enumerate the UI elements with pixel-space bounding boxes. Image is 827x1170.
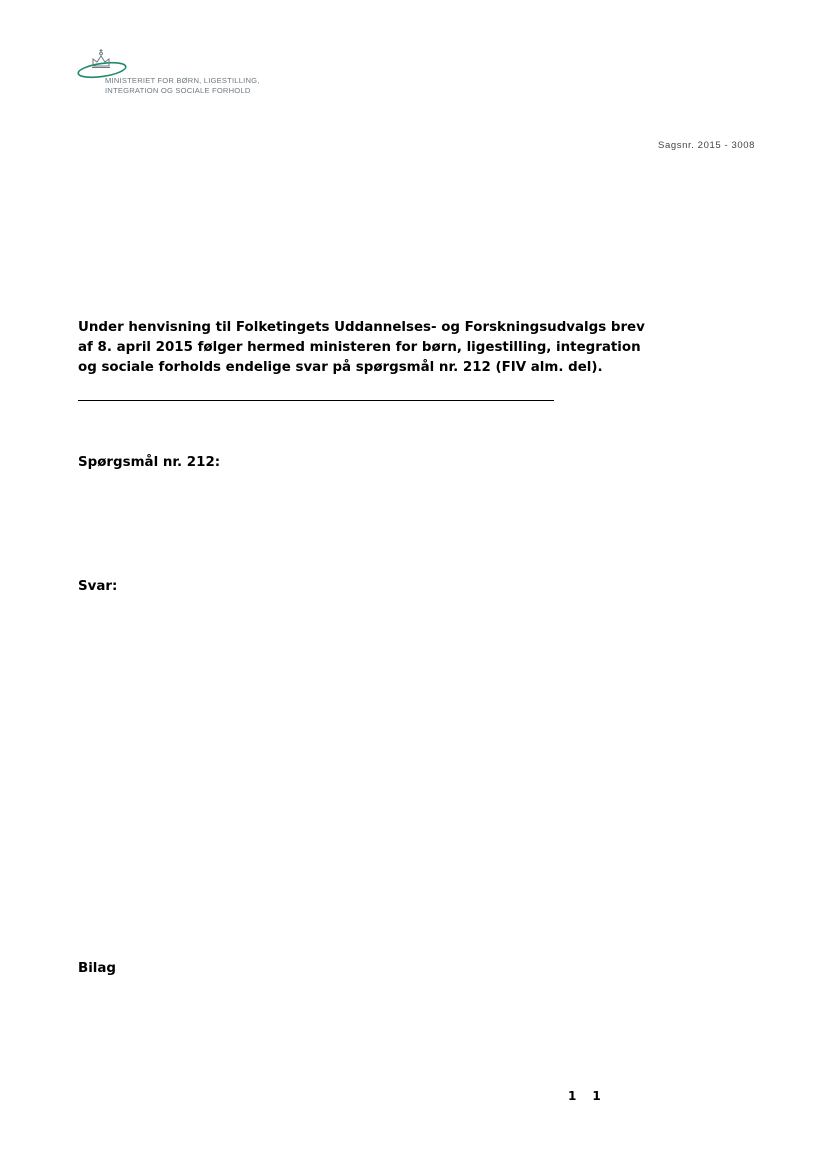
ministry-name-line-1: MINISTERIET FOR BØRN, LIGESTILLING, <box>105 76 260 85</box>
case-number: Sagsnr. 2015 - 3008 <box>658 140 755 151</box>
intro-line: Under henvisning til Folketingets Uddannelses- og Forskningsudvalgs brev <box>78 320 645 335</box>
answer-heading: Svar: <box>78 579 118 594</box>
ministry-name-line-2: INTEGRATION OG SOCIALE FORHOLD <box>105 86 251 95</box>
intro-paragraph <box>78 318 645 378</box>
intro-line: og sociale forholds endelige svar på spørgsmål nr. 212 (FIV alm. del). <box>78 360 603 375</box>
page-number-total: 1 <box>592 1089 601 1103</box>
ministry-logo <box>76 46 276 100</box>
divider <box>78 400 554 401</box>
page-number <box>568 1089 601 1103</box>
attachment-heading: Bilag <box>78 961 117 976</box>
crown-emblem-icon <box>76 46 136 80</box>
intro-line: af 8. april 2015 følger hermed ministeren for børn, ligestilling, integration <box>78 340 641 355</box>
page-number-current: 1 <box>568 1089 577 1103</box>
question-heading: Spørgsmål nr. 212: <box>78 455 221 470</box>
